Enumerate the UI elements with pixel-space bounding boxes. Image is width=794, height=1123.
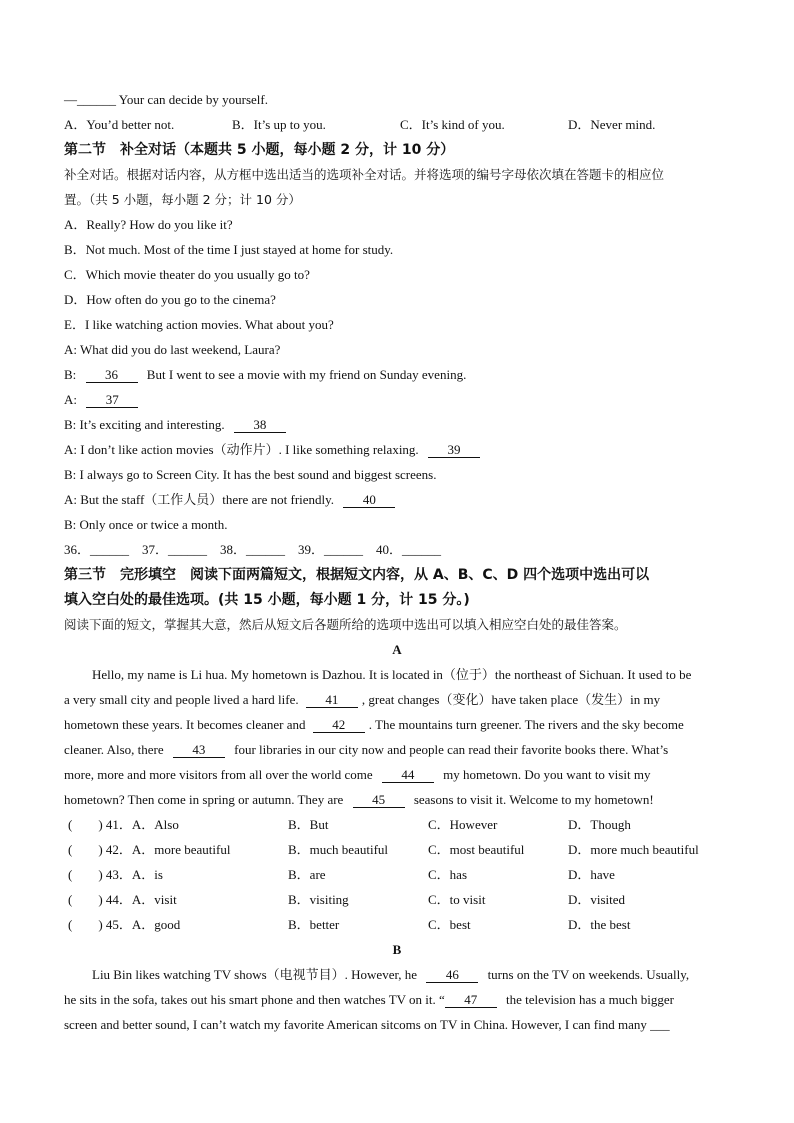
answer-line[interactable]: 36．______ 37．______ 38．______ 39．______ 40．______ <box>64 542 441 557</box>
answer-blank[interactable]: ___ <box>650 1017 670 1032</box>
dialogue-line: B: 36 But I went to see a movie with my friend on Sunday evening. <box>64 367 467 382</box>
choice-e: E．I like watching action movies. What about you? <box>64 317 334 332</box>
dialogue-line: B: Only once or twice a month. <box>64 517 228 532</box>
passage-a-line: hometown? Then come in spring or autumn. They are 45 seasons to visit it. Welcome to my hometown! <box>64 792 654 807</box>
answer-blank[interactable]: 47 <box>445 992 497 1008</box>
section-3-title: 第三节 完形填空 阅读下面两篇短文，根据短文内容，从 A、B、C、D 四个选项中选出可以 <box>64 567 650 583</box>
choice-a: A．Really? How do you like it? <box>64 217 233 232</box>
answer-blank[interactable]: 46 <box>426 967 478 983</box>
section-2-title: 第二节 补全对话（本题共 5 小题，每小题 2 分，计 10 分） <box>64 142 455 158</box>
section-2-instruction-cont: 置。（共 5 小题，每小题 2 分；计 10 分） <box>64 192 301 207</box>
option-d: D．Never mind. <box>568 117 656 132</box>
dialogue-line: B: I always go to Screen City. It has the best sound and biggest screens. <box>64 467 437 482</box>
passage-a-line: Hello, my name is Li hua. My hometown is Dazhou. It is located in（位于）the northeast of Sichuan. It used to be <box>92 667 692 682</box>
section-3-title-cont: 填入空白处的最佳选项。(共 15 小题，每小题 1 分，计 15 分。) <box>64 592 470 608</box>
dialogue-line: B: It’s exciting and interesting. 38 <box>64 416 734 434</box>
answer-blank[interactable]: 37 <box>86 392 138 408</box>
option-b: B．It’s up to you. <box>232 117 326 132</box>
choice-d: D．How often do you go to the cinema? <box>64 292 276 307</box>
passage-a-line: more, more and more visitors from all over the world come 44 my hometown. Do you want to visit my <box>64 767 651 782</box>
answer-blank[interactable]: 44 <box>382 767 434 783</box>
passage-b-line: Liu Bin likes watching TV shows（电视节目）. However, he 46 turns on the TV on weekends. Usually, <box>92 967 690 982</box>
answer-blank[interactable]: 38 <box>234 417 286 433</box>
passage-b-line: screen and better sound, I can’t watch my favorite American sitcoms on TV in China. However, I can find many ___ <box>64 1017 670 1032</box>
section-2-instruction: 补全对话。根据对话内容，从方框中选出适当的选项补全对话。并将选项的编号字母依次填在答题卡的相应位 <box>64 167 665 182</box>
answer-blank[interactable]: 42 <box>313 717 365 733</box>
passage-b-label: B <box>392 942 402 957</box>
option-a: A．You’d better not. <box>64 117 175 132</box>
passage-a-line: hometown these years. It becomes cleaner and 42 . The mountains turn greener. The rivers and the sky become <box>64 717 684 732</box>
answer-blank[interactable]: 45 <box>353 792 405 808</box>
dialogue-line: A: What did you do last weekend, Laura? <box>64 342 281 357</box>
dialogue-line: A: I don’t like action movies（动作片）. I like something relaxing. 39 <box>64 441 734 459</box>
question-stem: —______ Your can decide by yourself. <box>64 92 268 107</box>
choice-b: B．Not much. Most of the time I just stayed at home for study. <box>64 242 394 257</box>
passage-b-line: he sits in the sofa, takes out his smart phone and then watches TV on it. “ 47 the television has a much bigger <box>64 992 674 1007</box>
answer-blank[interactable]: 39 <box>428 442 480 458</box>
section-3-instruction: 阅读下面的短文，掌握其大意，然后从短文后各题所给的选项中选出可以填入相应空白处的最佳答案。 <box>64 617 627 632</box>
dialogue-line: A: 37 <box>64 391 734 409</box>
answer-blank[interactable]: 41 <box>306 692 358 708</box>
answer-blank[interactable]: 36 <box>86 367 138 383</box>
choice-c: C．Which movie theater do you usually go to? <box>64 267 310 282</box>
answer-blank[interactable]: 43 <box>173 742 225 758</box>
answer-blank[interactable]: 40 <box>343 492 395 508</box>
option-c: C．It’s kind of you. <box>400 117 505 132</box>
passage-a-label: A <box>392 642 402 657</box>
dialogue-line: A: But the staff（工作人员）there are not friendly. 40 <box>64 491 734 509</box>
passage-a-line: cleaner. Also, there 43 four libraries in our city now and people can read their favorite books there. What’s <box>64 742 669 757</box>
exam-page: —______ Your can decide by yourself. A．You’d better not. B．It’s up to you. C．It’s kind of you. D．Never mind. 第二节 补全对话（本题共 5 小题，每小题 2 分，计 10 分） 补全对话。根据对话内容，从方框中选出适当的选项补全对话。并将选项的编号字母依次填在答题卡的相应位 置。（共 5 小题，每小题 2 分；计 10 分） A．Really? How do you like it? B．Not much. Most of the time I just stayed at home for study. C．Which movie theater do you usually go to? D．How often do you go to the cinema? E．I like watching action movies. What about you? A: What did you do last weekend, Laura? B: 36 But I went to see a movie with my friend on Sunday evening. A: 37 B: It’s exciting and interesting. 38 A: I don’t like action movies（动作片）. I like something relaxing. 39 B: I always go to Screen City. It has the best sound and biggest screens. A: But the staff（工作人员）there are not friendly. 40 B: Only once or twice a month. 36．______ 37．______ 38．______ 39．______ 40．______ 第三节 完形填空 阅读下面两篇短文，根据短文内容，从 A、B、C、D 四个选项中选出可以 填入空白处的最佳选项。(共 15 小题，每小题 1 分，计 15 分。) 阅读下面的短文，掌握其大意，然后从短文后各题所给的选项中选出可以填入相应空白处的最佳答案。 A Hello, my name is Li hua. My hometown is Dazhou. It is located in（位于）the northeast of Sichuan. It used to be a very small city and people lived a hard life. 41 , great changes（变化）have taken place（发生）in my hometown these years. It becomes cleaner and 42 . The mountains turn greener. The rivers and the sky become cleaner. Also, there 43 four libraries in our city now and people can read their favorite books there. What’s more, more and more visitors from all over the world come 44 my hometown. Do you want to visit my hometown? Then come in spring or autumn. They are 45 seasons to visit it. Welcome to my hometown! ( ) 41．A．Also B．But C．However D．Though ( ) 42．A．more beautiful B．much beautiful C．most beautiful D．more much beautiful ( ) 43．A．is B．are C．has D．have ( ) 44．A．visit B．visiting C．to visit D．visited ( ) 45．A．good B．better C．best D．the best B Liu Bin likes watching TV shows（电视节目）. However, he 46 turns on the TV on weekends. Usually, he sits in the sofa, takes out his smart phone and then watches TV on it. “ 47 the television has a much bigger screen and better sound, I can’t watch my favorite American sitcoms on TV in China. However, I can find many ___ <box>0 0 794 1123</box>
passage-a-line: a very small city and people lived a hard life. 41 , great changes（变化）have taken place（发生）in my <box>64 692 661 707</box>
